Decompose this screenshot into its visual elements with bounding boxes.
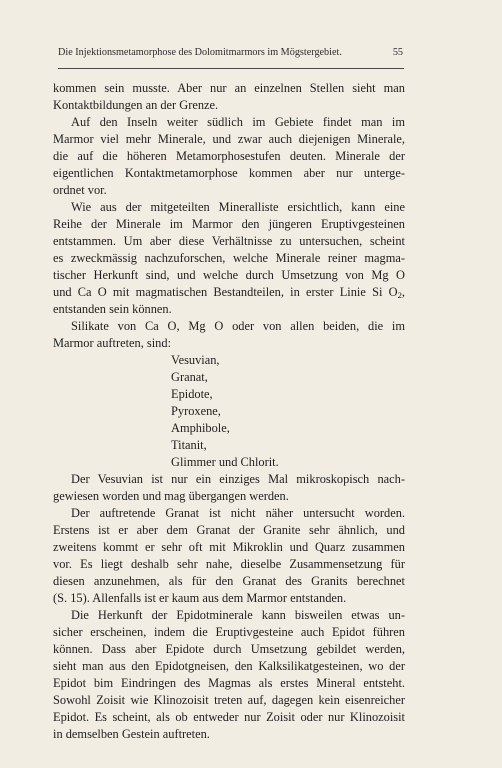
text-line: Die Herkunft der Epidotminerale kann bisweilen etwas un- xyxy=(71,608,405,622)
text-line: entstammen. Um aber diese Verhältnisse zu untersuchen, scheint xyxy=(53,234,405,248)
list-item: Granat, xyxy=(171,370,208,384)
text-line: Marmor viel mehr Minerale, und zwar auch diejenigen Minerale, xyxy=(53,132,405,146)
text-line: gewiesen worden und mag übergangen werden. xyxy=(53,489,289,503)
text-line: vor. Es liegt deshalb sehr nahe, dieselbe Zusammensetzung für xyxy=(53,557,405,571)
list-item: Epidote, xyxy=(171,387,213,401)
text-line: Reihe der Minerale im Marmor den jüngeren Eruptivgesteinen xyxy=(53,217,405,231)
text-run: und Ca O mit magmatischen Bestandteilen, in erster Linie Si O xyxy=(53,285,398,299)
text-line: (S. 15). Allenfalls ist er kaum aus dem Marmor entstanden. xyxy=(53,591,347,605)
text-line: kommen sein musste. Aber nur an einzelnen Stellen sieht man xyxy=(53,81,405,95)
text-line: in demselben Gestein auftreten. xyxy=(53,727,210,741)
header-rule xyxy=(58,68,404,69)
text-run: , xyxy=(401,285,405,299)
list-item: Pyroxene, xyxy=(171,404,221,418)
running-header xyxy=(58,47,403,58)
list-item: Titanit, xyxy=(171,438,207,452)
text-line: entstanden sein können. xyxy=(53,302,172,316)
text-line: Wie aus der mitgeteilten Mineralliste ersichtlich, kann eine xyxy=(71,200,405,214)
list-item: Vesuvian, xyxy=(171,353,220,367)
text-line: Sowohl Zoisit wie Klinozoisit treten auf, dagegen kein eisenreicher xyxy=(53,693,405,707)
text-line: Epidot. Es scheint, als ob entweder nur Zoisit oder nur Klinozoisit xyxy=(53,710,405,724)
text-line: eigentlichen Kontaktmetamorphose kommen aber nur unterge- xyxy=(53,166,405,180)
list-item: Glimmer und Chlorit. xyxy=(171,455,279,469)
text-line: es zweckmässig nachzuforschen, welche Minerale reiner magma- xyxy=(53,251,405,265)
text-line: tischer Herkunft sind, und welche durch Umsetzung von Mg O xyxy=(53,268,405,282)
text-line: zweitens kommt er sehr oft mit Mikroklin und Quarz zusammen xyxy=(53,540,405,554)
text-line xyxy=(53,284,405,301)
text-line: Auf den Inseln weiter südlich im Gebiete findet man im xyxy=(71,115,405,129)
text-line: ordnet vor. xyxy=(53,183,107,197)
text-line: Epidot bim Eindringen des Magmas als erstes Mineral entsteht. xyxy=(53,676,405,690)
subscript: 2 xyxy=(397,290,402,301)
running-title: Die Injektionsmetamorphose des Dolomitmarmors im Mögstergebiet. xyxy=(58,47,342,58)
text-line: diesen anzunehmen, als für den Granat des Granits berechnet xyxy=(53,574,405,588)
text-line: Kontaktbildungen an der Grenze. xyxy=(53,98,219,112)
text-line: Der Vesuvian ist nur ein einziges Mal mikroskopisch nach- xyxy=(71,472,405,486)
text-line: die auf die höheren Metamorphosestufen deuten. Minerale der xyxy=(53,149,405,163)
page-number: 55 xyxy=(392,47,403,58)
text-line: Erstens ist er aber dem Granat der Granite sehr ähnlich, und xyxy=(53,523,405,537)
text-line: Silikate von Ca O, Mg O oder von allen beiden, die im xyxy=(71,319,405,333)
text-line: sieht man aus den Epidotgneisen, den Kalksilikatgesteinen, wo der xyxy=(53,659,405,673)
mineral-list xyxy=(53,352,405,471)
text-line: Der auftretende Granat ist nicht näher untersucht worden. xyxy=(71,506,405,520)
text-line: Marmor auftreten, sind: xyxy=(53,336,172,350)
text-line: können. Dass aber Epidote durch Umsetzung gebildet werden, xyxy=(53,642,405,656)
body-text xyxy=(53,80,405,743)
list-item: Amphibole, xyxy=(171,421,230,435)
text-line: sicher erscheinen, indem die Eruptivgesteine auch Epidot führen xyxy=(53,625,405,639)
